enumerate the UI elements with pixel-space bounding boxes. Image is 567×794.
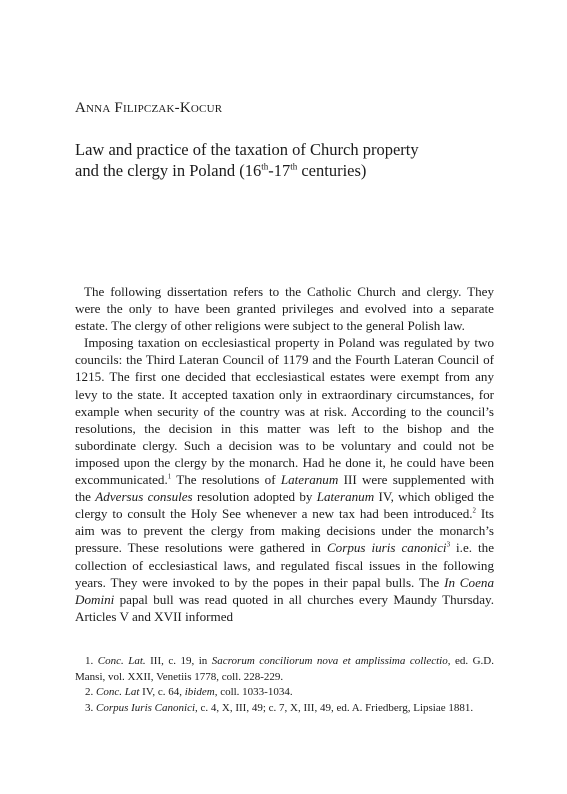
title-text: centuries) bbox=[297, 161, 367, 180]
footnote-ref: 3 bbox=[446, 541, 451, 550]
footnote bbox=[75, 685, 494, 701]
footnote-ref: 1 bbox=[167, 472, 172, 481]
author-name bbox=[75, 100, 222, 117]
text-run: , ed. G.D. Mansi, vol. XXII, Venetiis 1778, coll. 228-229. bbox=[75, 655, 494, 683]
body-paragraph bbox=[75, 334, 494, 625]
italic-text: In Coena Domini bbox=[75, 574, 494, 607]
footnote-ref: 2 bbox=[472, 506, 477, 515]
author-last-name: Filipczak-Kocur bbox=[114, 100, 223, 116]
title-text: -17 bbox=[268, 161, 291, 180]
body-text bbox=[75, 283, 494, 625]
text-run: , coll. 1033-1034. bbox=[214, 686, 293, 699]
italic-text: Corpus Iuris Canonici bbox=[96, 701, 196, 714]
text-run: III, c. 19, in bbox=[145, 655, 212, 667]
footnotes bbox=[75, 654, 494, 716]
title-text: and the clergy in Poland (16 bbox=[75, 161, 262, 180]
text-run: III were supplemented with the bbox=[75, 472, 494, 505]
title-line-2 bbox=[75, 160, 505, 181]
title-superscript: th bbox=[261, 161, 269, 172]
text-run: Imposing taxation on ecclesiastical property in Poland was regulated by two councils: the Third Lateran Council of 1179 and the Fourth Lateran Council of 1215. The first one decided that ecclesiastical estates were exempt from any levy to the state. It accepted taxation only in extraordinary circumstances, for example when security of the country was at risk. According to the council’s resolutions, the decision in this matter was left to the bishop and the subordinate clergy. Such a decision was to be voluntary and could not be imposed upon the clergy by the monarch. Had he done it, he could have been excommunicated. bbox=[75, 335, 494, 488]
text-run: 3. bbox=[85, 701, 96, 714]
italic-text: Conc. Lat bbox=[96, 686, 140, 699]
italic-text: Lateranum bbox=[280, 472, 339, 488]
author-first-name: Anna bbox=[75, 100, 111, 116]
text-run: , c. 4, X, III, 49; c. 7, X, III, 49, ed. A. Friedberg, Lipsiae 1881. bbox=[195, 701, 474, 714]
italic-text: Sacrorum conciliorum nova et amplissima collectio bbox=[211, 655, 448, 667]
title-line-1: Law and practice of the taxation of Church property bbox=[75, 140, 419, 159]
text-run: The following dissertation refers to the Catholic Church and clergy. They were the only to have been granted privileges and evolved into a separate estate. The clergy of other religions were subject to the general Polish law. bbox=[75, 284, 494, 334]
italic-text: Adversus consules bbox=[95, 489, 193, 505]
text-run: 1. bbox=[85, 655, 98, 667]
title-superscript: th bbox=[290, 161, 298, 172]
italic-text: Lateranum bbox=[316, 489, 375, 505]
footnote bbox=[75, 654, 494, 685]
text-run: IV, c. 64, bbox=[139, 686, 185, 699]
italic-text: Corpus iuris canonici bbox=[326, 540, 447, 556]
text-run: The resolutions of bbox=[171, 472, 281, 488]
text-run: i.e. the collection of ecclesiastical laws, and regulated fiscal issues in the following years. They were invoked to by the popes in their papal bulls. The bbox=[75, 540, 495, 590]
article-title bbox=[75, 139, 505, 181]
italic-text: Conc. Lat. bbox=[97, 655, 146, 667]
text-run: IV, which obliged the clergy to consult the Holy See whenever a new tax had been introduced. bbox=[75, 489, 494, 522]
text-run: papal bull was read quoted in all churches every Maundy Thursday. Articles V and XVII informed bbox=[75, 591, 494, 624]
footnote bbox=[75, 701, 494, 717]
text-run: resolution adopted by bbox=[192, 489, 317, 505]
body-paragraph bbox=[75, 283, 494, 334]
text-run: Its aim was to prevent the clergy from making decisions under the monarch’s pressure. These resolutions were gathered in bbox=[75, 506, 494, 556]
text-run: 2. bbox=[85, 686, 96, 699]
italic-text: ibidem bbox=[184, 686, 215, 699]
